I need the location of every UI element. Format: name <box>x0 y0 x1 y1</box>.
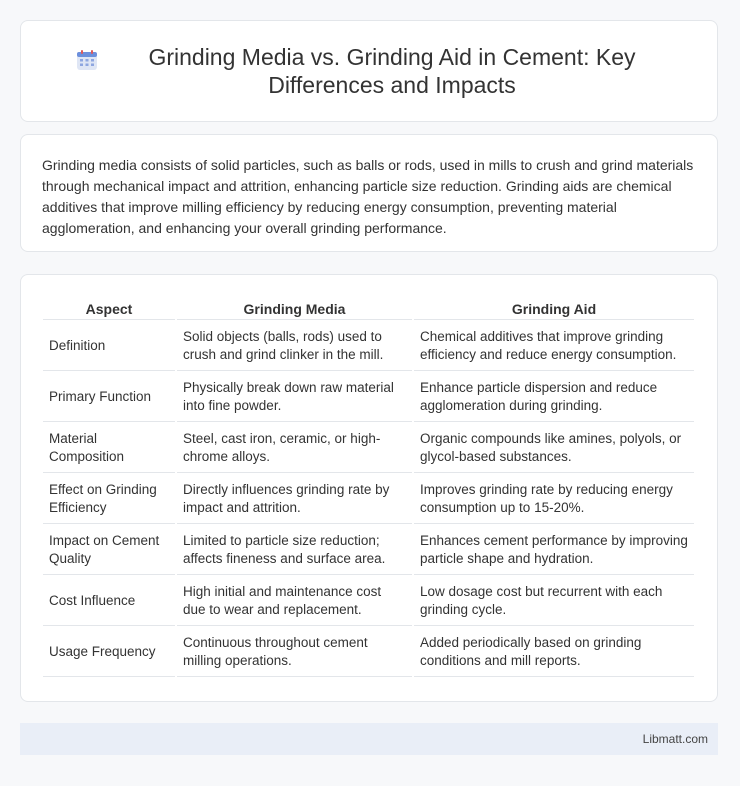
column-header-aspect: Aspect <box>43 297 175 320</box>
row-aspect: Effect on Grinding Efficiency <box>43 475 175 524</box>
intro-text: Grinding media consists of solid particles, such as balls or rods, used in mills to crush and grind materials through mechanical impact and attrition, enhancing particle size reduction. Grinding aids are chemical additives that improve milling efficiency by reducing energy consumption, preventing material agglomeration, and enhancing your overall grinding performance. <box>42 157 694 236</box>
row-aspect: Definition <box>43 322 175 371</box>
table-row <box>43 577 694 626</box>
page-title: Grinding Media vs. Grinding Aid in Cement: Key Differences and Impacts <box>148 44 636 98</box>
row-grinding-media: Physically break down raw material into fine powder. <box>177 373 412 422</box>
comparison-table-card <box>20 274 718 702</box>
header-card <box>20 20 718 122</box>
row-grinding-aid: Added periodically based on grinding conditions and mill reports. <box>414 628 694 677</box>
row-aspect: Primary Function <box>43 373 175 422</box>
table-row <box>43 526 694 575</box>
row-grinding-aid: Enhances cement performance by improving particle shape and hydration. <box>414 526 694 575</box>
row-grinding-media: Continuous throughout cement milling operations. <box>177 628 412 677</box>
row-aspect: Material Composition <box>43 424 175 473</box>
row-aspect: Impact on Cement Quality <box>43 526 175 575</box>
table-header-row <box>43 297 694 320</box>
footer-link[interactable]: Libmatt.com <box>642 732 708 746</box>
column-header-grinding-media: Grinding Media <box>177 297 412 320</box>
row-grinding-aid: Chemical additives that improve grinding efficiency and reduce energy consumption. <box>414 322 694 371</box>
row-grinding-media: Directly influences grinding rate by impact and attrition. <box>177 475 412 524</box>
table-row <box>43 373 694 422</box>
calendar-icon <box>76 49 98 71</box>
table-row <box>43 628 694 677</box>
table-row <box>43 322 694 371</box>
row-grinding-aid: Organic compounds like amines, polyols, or glycol-based substances. <box>414 424 694 473</box>
column-header-grinding-aid: Grinding Aid <box>414 297 694 320</box>
header-content <box>76 43 662 99</box>
table-row <box>43 475 694 524</box>
row-grinding-media: Steel, cast iron, ceramic, or high-chrome alloys. <box>177 424 412 473</box>
row-aspect: Cost Influence <box>43 577 175 626</box>
table-row <box>43 424 694 473</box>
comparison-table <box>41 295 696 679</box>
row-grinding-media: Solid objects (balls, rods) used to crush and grind clinker in the mill. <box>177 322 412 371</box>
row-grinding-aid: Enhance particle dispersion and reduce agglomeration during grinding. <box>414 373 694 422</box>
row-grinding-aid: Low dosage cost but recurrent with each grinding cycle. <box>414 577 694 626</box>
row-grinding-media: High initial and maintenance cost due to wear and replacement. <box>177 577 412 626</box>
row-grinding-aid: Improves grinding rate by reducing energy consumption up to 15-20%. <box>414 475 694 524</box>
row-grinding-media: Limited to particle size reduction; affects fineness and surface area. <box>177 526 412 575</box>
footer <box>20 723 718 755</box>
intro-card <box>20 134 718 252</box>
row-aspect: Usage Frequency <box>43 628 175 677</box>
